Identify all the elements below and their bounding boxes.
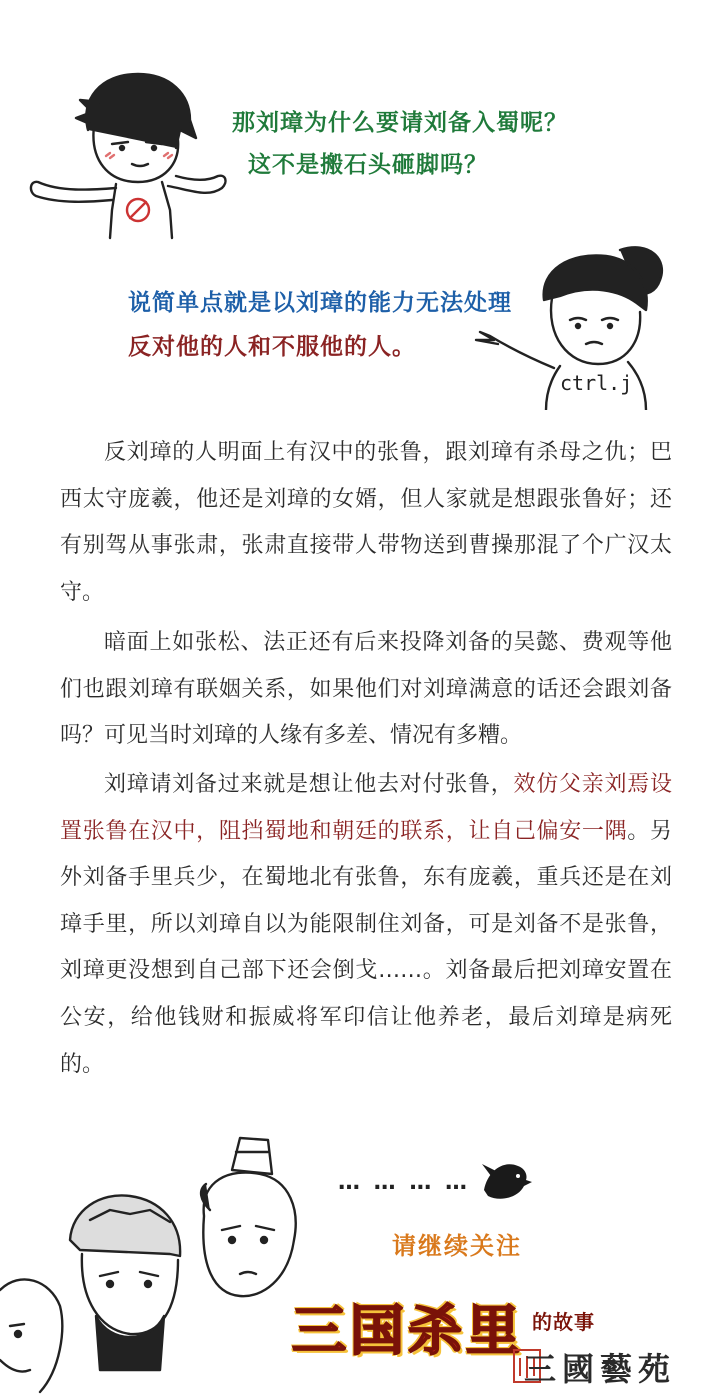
paragraph-text-part: 。另外刘备手里兵少，在蜀地北有张鲁，东有庞羲，重兵还是在刘璋手里，所以刘璋自以为能限制住刘备，可是刘备不是张鲁，刘璋更没想到自己部下还会倒戈……。刘备最后把刘璋安置在公安，给他钱财和振威将军印信让他养老，最后刘璋是病死的。 [60,818,672,1077]
brand-title: 三国杀里 [292,1299,524,1362]
article-paragraph-3 [60,762,672,1088]
article-paragraph-1 [60,430,672,616]
question-line-1: 那刘璋为什么要请刘备入蜀呢？ [232,110,568,136]
article-paragraph-2 [60,620,672,760]
brand-subtitle: 的故事 [532,1310,595,1334]
watermark-text: 三國藝苑 [524,1350,677,1388]
paragraph-text: 暗面上如张松、法正还有后来投降刘备的吴懿、费观等他们也跟刘璋有联姻关系，如果他们对刘璋满意的话还会跟刘备吗？可见当时刘璋的人缘有多差、情况有多糟。 [60,630,672,749]
question-line-2: 这不是搬石头砸脚吗？ [248,152,488,178]
answer-line-2: 反对他的人和不服他的人。 [128,334,416,360]
answer-line-1: 说简单点就是以刘璋的能力无法处理 [128,290,512,316]
shirt-text: ctrl.j [560,371,633,395]
bird-icon [474,1150,534,1210]
three-kingdoms-heroes-icon [0,1130,310,1400]
ellipsis-dots: … … … … [338,1170,470,1195]
cartoon-woman-pointing-icon [470,240,700,410]
highlighted-text: 效仿父亲刘焉设置张鲁在汉中，阻挡蜀地和朝廷的联系，让自己偏安一隅 [60,772,672,844]
follow-text: 请继续关注 [392,1232,522,1260]
paragraph-text: 反刘璋的人明面上有汉中的张鲁，跟刘璋有杀母之仇；巴西太守庞羲，他还是刘璋的女婿，但人家就是想跟张鲁好；还有别驾从事张肃，张肃直接带人带物送到曹操那混了个广汉太守。 [60,440,672,605]
paragraph-text-part: 刘璋请刘备过来就是想让他去对付张鲁， [104,772,514,797]
paragraph-text [60,762,672,1088]
cartoon-man-shrugging-icon [20,60,230,240]
